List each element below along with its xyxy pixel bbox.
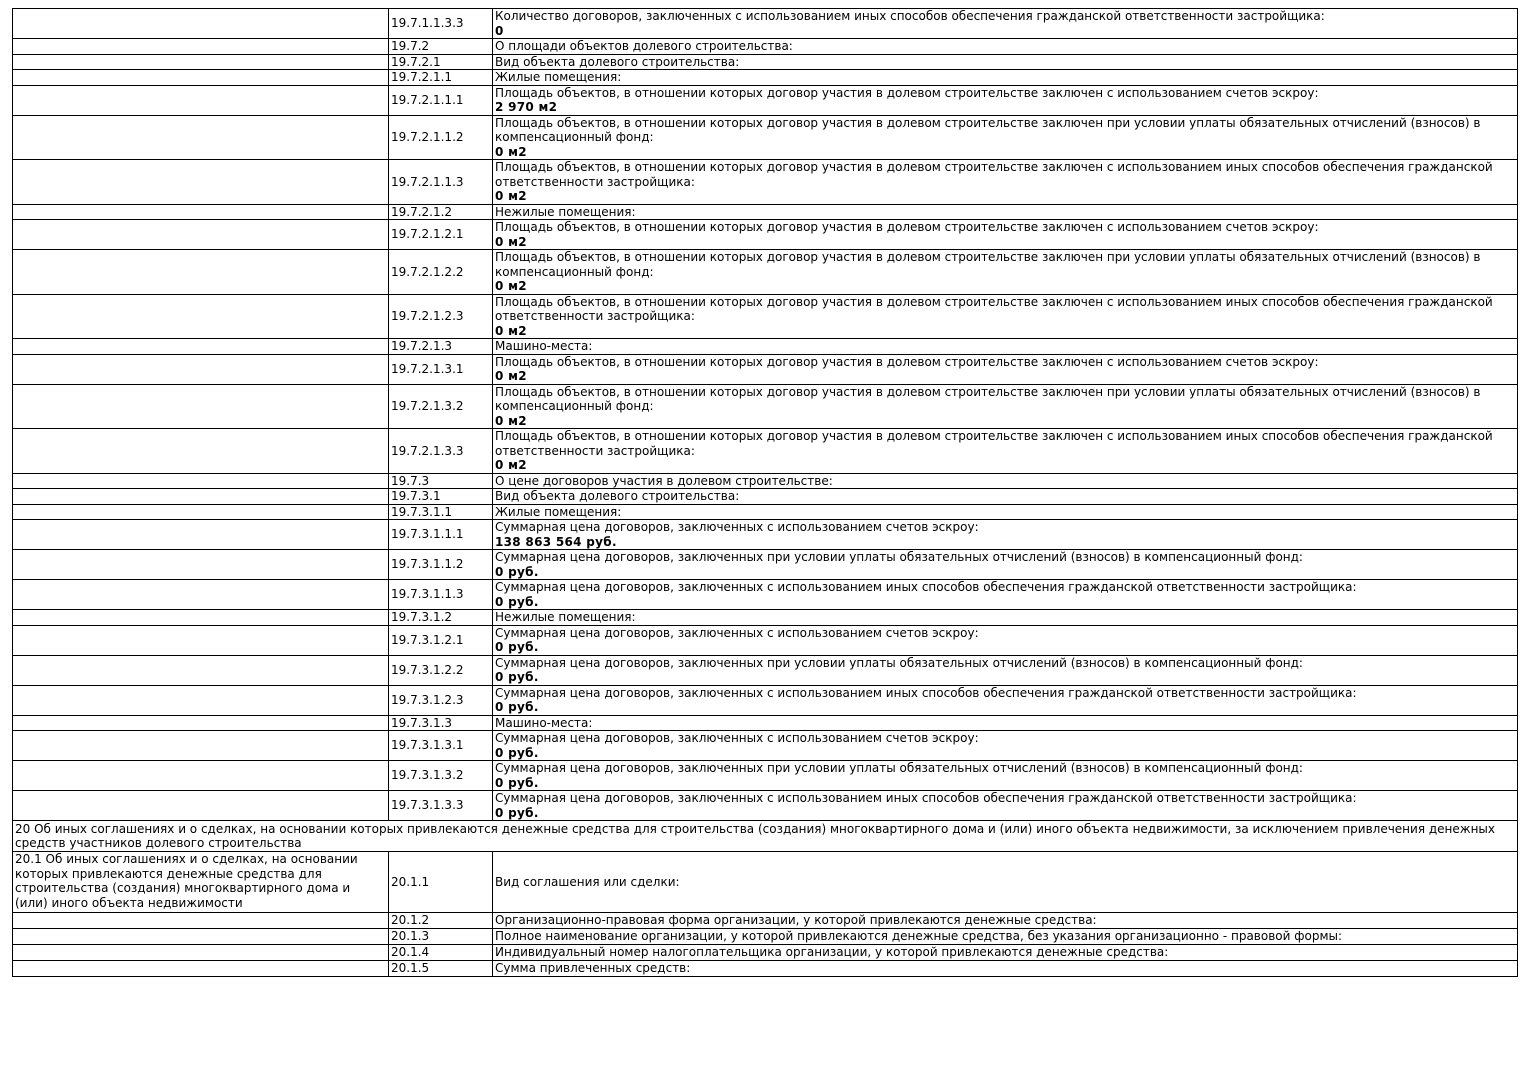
row-text: Суммарная цена договоров, заключенных с использованием иных способов обеспечения гражданской ответственности застройщика:: [495, 685, 1357, 700]
row-text: Вид объекта долевого строительства:: [495, 489, 740, 503]
row-value: 0 м2: [495, 189, 527, 203]
table-row: [13, 580, 1518, 610]
row-label-empty: [13, 550, 389, 580]
row-content: [493, 761, 1518, 791]
row-code: 19.7.2.1.2: [389, 204, 493, 220]
row-label-empty: [13, 961, 389, 977]
row-content: [493, 610, 1518, 626]
row-content: [493, 473, 1518, 489]
row-label-empty: [13, 384, 389, 429]
row-text: О цене договоров участия в долевом строительстве:: [495, 473, 833, 488]
row-text: Полное наименование организации, у которой привлекаются денежные средства, без указания организационно - правовой формы:: [493, 929, 1518, 945]
row-label-empty: [13, 761, 389, 791]
row-code: 19.7.2.1.2.1: [389, 220, 493, 250]
table-row: [13, 504, 1518, 520]
table-row: [13, 550, 1518, 580]
row-content: [493, 54, 1518, 70]
row-value: 0 м2: [495, 234, 527, 249]
row-label-empty: [13, 945, 389, 961]
row-content: [493, 9, 1518, 39]
row-value: 0 м2: [495, 369, 527, 383]
row-code: 19.7.2.1.1.3: [389, 160, 493, 205]
row-value: 138 863 564 руб.: [495, 534, 617, 549]
section-20-heading-row: [13, 821, 1518, 852]
row-label-empty: [13, 70, 389, 86]
section-20-heading: 20 Об иных соглашениях и о сделках, на основании которых привлекаются денежные средства для строительства (создания) многоквартирного дома и (или) иного объекта недвижимости, за исключением привлечения денежных средств участников долевого строительства: [13, 821, 1518, 852]
table-row: [13, 945, 1518, 961]
row-code: 19.7.2.1.3.1: [389, 354, 493, 384]
row-label-empty: [13, 54, 389, 70]
table-row: [13, 520, 1518, 550]
row-text: Площадь объектов, в отношении которых договор участия в долевом строительстве заключен при условии уплаты обязательных отчислений (взносов) в компенсационный фонд:: [495, 115, 1481, 144]
row-code: 19.7.2.1.1.1: [389, 85, 493, 115]
section-20: [13, 821, 1518, 977]
row-code: 19.7.3.1.1: [389, 504, 493, 520]
row-value: 0 руб.: [495, 670, 539, 684]
row-text: Суммарная цена договоров, заключенных при условии уплаты обязательных отчислений (взносов) в компенсационный фонд:: [495, 761, 1303, 775]
table-row: [13, 761, 1518, 791]
row-text: Нежилые помещения:: [495, 610, 636, 624]
row-text: Площадь объектов, в отношении которых договор участия в долевом строительстве заключен при условии уплаты обязательных отчислений (взносов) в компенсационный фонд:: [495, 250, 1481, 279]
row-content: [493, 204, 1518, 220]
row-label-empty: [13, 220, 389, 250]
row-label-empty: [13, 473, 389, 489]
row-label-empty: [13, 115, 389, 160]
row-content: [493, 115, 1518, 160]
row-content: [493, 685, 1518, 715]
row-label-empty: [13, 913, 389, 929]
row-code: 19.7.2.1.2.3: [389, 294, 493, 339]
row-code: 19.7.3.1.1.1: [389, 520, 493, 550]
row-code: 20.1.4: [389, 945, 493, 961]
row-label-empty: [13, 520, 389, 550]
row-text: Жилые помещения:: [495, 504, 622, 519]
row-code: 19.7.2.1.1: [389, 70, 493, 86]
row-code: 20.1.3: [389, 929, 493, 945]
row-text: Жилые помещения:: [495, 70, 622, 84]
row-label-empty: [13, 731, 389, 761]
table-row: [13, 610, 1518, 626]
row-value: 0 м2: [495, 413, 527, 428]
row-code: 19.7.2.1.3.3: [389, 429, 493, 474]
row-value: 0 руб.: [495, 640, 539, 654]
table-row: [13, 625, 1518, 655]
row-code: 19.7.3.1.2.1: [389, 625, 493, 655]
row-content: [493, 715, 1518, 731]
row-label-empty: [13, 610, 389, 626]
row-label-empty: [13, 625, 389, 655]
table-row: [13, 70, 1518, 86]
table-row: [13, 685, 1518, 715]
row-code: 19.7.2: [389, 39, 493, 55]
row-code: 19.7.2.1.3: [389, 339, 493, 355]
row-value: 0 м2: [495, 458, 527, 472]
row-text: Площадь объектов, в отношении которых договор участия в долевом строительстве заключен с использованием иных способов обеспечения гражданской ответственности застройщика:: [495, 429, 1493, 458]
table-row: [13, 961, 1518, 977]
disclosure-table: [12, 8, 1518, 977]
row-text: Суммарная цена договоров, заключенных с использованием счетов эскроу:: [495, 731, 979, 745]
row-label-empty: [13, 339, 389, 355]
row-label-empty: [13, 655, 389, 685]
row-content: [493, 504, 1518, 520]
row-text: Суммарная цена договоров, заключенных при условии уплаты обязательных отчислений (взносов) в компенсационный фонд:: [495, 655, 1303, 670]
row-label-empty: [13, 85, 389, 115]
row-content: [493, 550, 1518, 580]
row-text: Сумма привлеченных средств:: [493, 961, 1518, 977]
row-label-empty: [13, 791, 389, 821]
row-label-empty: [13, 715, 389, 731]
row-text: Количество договоров, заключенных с использованием иных способов обеспечения гражданской ответственности застройщика:: [495, 9, 1325, 23]
row-code: 19.7.3.1.3.1: [389, 731, 493, 761]
row-value: 0 руб.: [495, 564, 539, 579]
table-row: [13, 489, 1518, 505]
row-value: 2 970 м2: [495, 100, 558, 114]
table-row: [13, 204, 1518, 220]
row-content: [493, 384, 1518, 429]
row-code: 19.7.3.1.2.2: [389, 655, 493, 685]
section-20-1-heading: 20.1 Об иных соглашениях и о сделках, на основании которых привлекаются денежные средства для строительства (создания) многоквартирного дома и (или) иного объекта недвижимости: [13, 852, 389, 913]
row-content: [493, 70, 1518, 86]
row-value: 0 руб.: [495, 745, 539, 760]
table-row: [13, 160, 1518, 205]
row-code: 20.1.2: [389, 913, 493, 929]
row-value: 0 руб.: [495, 805, 539, 820]
row-code: 19.7.3.1.2: [389, 610, 493, 626]
row-text: Площадь объектов, в отношении которых договор участия в долевом строительстве заключен с использованием иных способов обеспечения гражданской ответственности застройщика:: [495, 294, 1493, 323]
table-row: [13, 473, 1518, 489]
table-row: [13, 9, 1518, 39]
row-label-empty: [13, 9, 389, 39]
row-label-empty: [13, 580, 389, 610]
row-code: 19.7.2.1: [389, 54, 493, 70]
row-text: Вид соглашения или сделки:: [493, 852, 1518, 913]
row-content: [493, 354, 1518, 384]
row-code: 19.7.3.1.1.3: [389, 580, 493, 610]
row-value: 0 руб.: [495, 700, 539, 714]
row-label-empty: [13, 685, 389, 715]
table-row: [13, 731, 1518, 761]
table-row: [13, 929, 1518, 945]
table-row: [13, 250, 1518, 295]
row-content: [493, 294, 1518, 339]
row-text: О площади объектов долевого строительства:: [495, 39, 793, 53]
row-content: [493, 489, 1518, 505]
row-text: Вид объекта долевого строительства:: [495, 54, 740, 69]
row-value: 0 м2: [495, 144, 527, 159]
row-text: Площадь объектов, в отношении которых договор участия в долевом строительстве заключен с использованием иных способов обеспечения гражданской ответственности застройщика:: [495, 160, 1493, 189]
row-content: [493, 520, 1518, 550]
table-row: [13, 429, 1518, 474]
table-row: [13, 85, 1518, 115]
row-value: 0 м2: [495, 323, 527, 338]
row-text: Площадь объектов, в отношении которых договор участия в долевом строительстве заключен при условии уплаты обязательных отчислений (взносов) в компенсационный фонд:: [495, 384, 1481, 413]
row-value: 0: [495, 23, 504, 38]
row-label-empty: [13, 354, 389, 384]
row-code: 20.1.1: [389, 852, 493, 913]
row-text: Машино-места:: [495, 715, 593, 730]
row-value: 0 м2: [495, 279, 527, 293]
row-code: 19.7.2.1.3.2: [389, 384, 493, 429]
row-label-empty: [13, 204, 389, 220]
table-row: [13, 54, 1518, 70]
row-code: 19.7.3.1.1.2: [389, 550, 493, 580]
table-row: [13, 294, 1518, 339]
table-row: [13, 852, 1518, 913]
row-text: Суммарная цена договоров, заключенных с использованием счетов эскроу:: [495, 625, 979, 640]
row-content: [493, 429, 1518, 474]
row-text: Организационно-правовая форма организации, у которой привлекаются денежные средства:: [493, 913, 1518, 929]
row-code: 19.7.3.1.3: [389, 715, 493, 731]
row-code: 19.7.3.1.3.2: [389, 761, 493, 791]
row-label-empty: [13, 250, 389, 295]
row-code: 20.1.5: [389, 961, 493, 977]
row-content: [493, 625, 1518, 655]
table-row: [13, 39, 1518, 55]
row-code: 19.7.1.1.3.3: [389, 9, 493, 39]
row-content: [493, 160, 1518, 205]
row-text: Площадь объектов, в отношении которых договор участия в долевом строительстве заключен с использованием счетов эскроу:: [495, 85, 1319, 100]
row-label-empty: [13, 39, 389, 55]
row-text: Суммарная цена договоров, заключенных с использованием счетов эскроу:: [495, 520, 979, 534]
row-content: [493, 791, 1518, 821]
row-content: [493, 731, 1518, 761]
row-text: Нежилые помещения:: [495, 204, 636, 219]
row-text: Площадь объектов, в отношении которых договор участия в долевом строительстве заключен с использованием счетов эскроу:: [495, 220, 1319, 234]
row-label-empty: [13, 929, 389, 945]
row-content: [493, 85, 1518, 115]
row-label-empty: [13, 429, 389, 474]
row-code: 19.7.3.1.3.3: [389, 791, 493, 821]
row-content: [493, 220, 1518, 250]
row-text: Суммарная цена договоров, заключенных при условии уплаты обязательных отчислений (взносов) в компенсационный фонд:: [495, 550, 1303, 564]
table-row: [13, 913, 1518, 929]
row-code: 19.7.3.1.2.3: [389, 685, 493, 715]
section-19-rows: [13, 9, 1518, 821]
row-label-empty: [13, 160, 389, 205]
row-code: 19.7.3.1: [389, 489, 493, 505]
row-content: [493, 580, 1518, 610]
row-label-empty: [13, 504, 389, 520]
table-row: [13, 220, 1518, 250]
row-value: 0 руб.: [495, 594, 539, 609]
row-content: [493, 339, 1518, 355]
row-text: Площадь объектов, в отношении которых договор участия в долевом строительстве заключен с использованием счетов эскроу:: [495, 354, 1319, 369]
row-code: 19.7.3: [389, 473, 493, 489]
table-row: [13, 339, 1518, 355]
row-code: 19.7.2.1.2.2: [389, 250, 493, 295]
row-content: [493, 39, 1518, 55]
row-label-empty: [13, 489, 389, 505]
row-text: Суммарная цена договоров, заключенных с использованием иных способов обеспечения гражданской ответственности застройщика:: [495, 580, 1357, 594]
row-value: 0 руб.: [495, 775, 539, 790]
table-row: [13, 791, 1518, 821]
table-row: [13, 655, 1518, 685]
row-label-empty: [13, 294, 389, 339]
table-row: [13, 715, 1518, 731]
row-content: [493, 250, 1518, 295]
table-row: [13, 354, 1518, 384]
table-row: [13, 384, 1518, 429]
row-text: Индивидуальный номер налогоплательщика организации, у которой привлекаются денежные средства:: [493, 945, 1518, 961]
row-code: 19.7.2.1.1.2: [389, 115, 493, 160]
row-text: Суммарная цена договоров, заключенных с использованием иных способов обеспечения гражданской ответственности застройщика:: [495, 791, 1357, 805]
row-text: Машино-места:: [495, 339, 593, 353]
row-content: [493, 655, 1518, 685]
table-row: [13, 115, 1518, 160]
